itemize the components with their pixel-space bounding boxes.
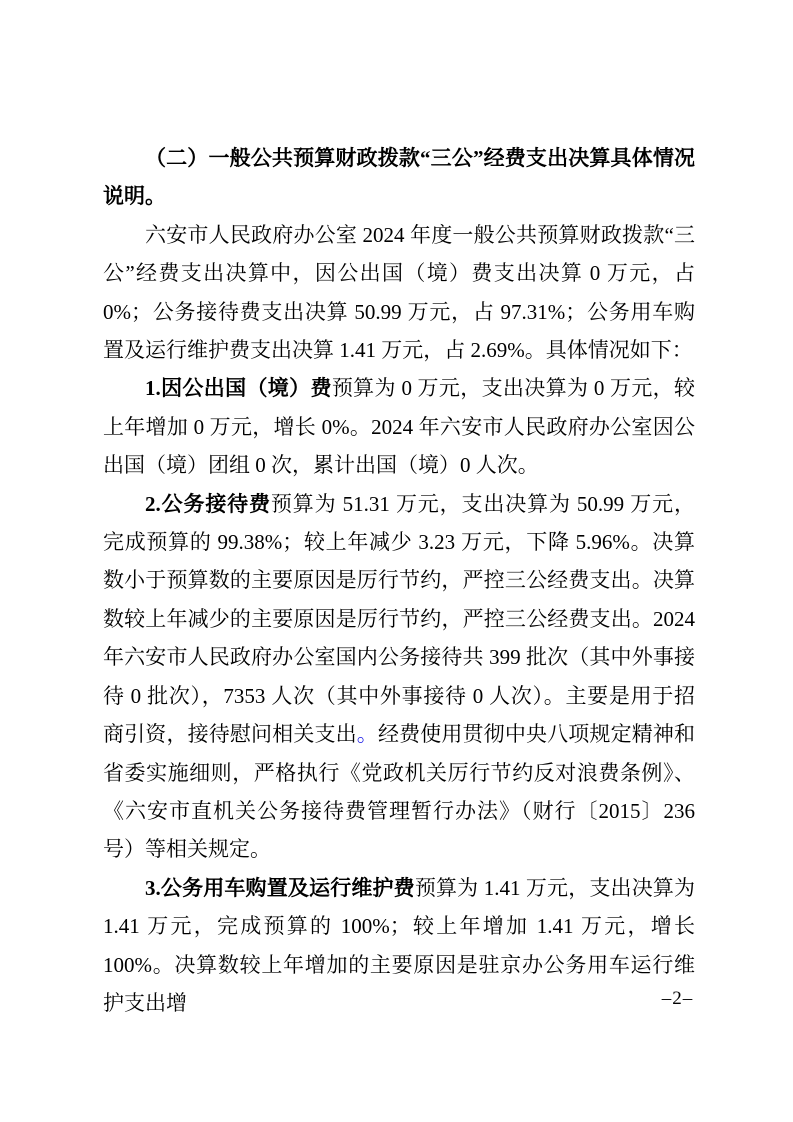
intro-paragraph: 六安市人民政府办公室 2024 年度一般公共预算财政拨款“三公”经费支出决算中，因公出国（境）费支出决算 0 万元，占 0%；公务接待费支出决算 50.99 万元，占 97.31%；公务用车购置及运行维护费支出决算 1.41 万元，占 2.69%。具体情况如下：: [103, 222, 695, 363]
item3-lead-label: 3.公务用车购置及运行维护费: [145, 875, 415, 900]
item3-body-text: 预算为 1.41 万元，支出决算为 1.41 万元，完成预算的 100%；较上年增加 1.41 万元，增长 100%。决算数较上年增加的主要原因是驻京办公务用车运行维护支出增: [103, 875, 696, 1015]
section-heading: （二）一般公共预算财政拨款“三公”经费支出决算具体情况说明。: [103, 146, 695, 209]
item3-paragraph: [103, 869, 695, 1023]
item1-body-text: 预算为 0 万元，支出决算为 0 万元，较上年增加 0 万元，增长 0%。2024 年六安市人民政府办公室因公出国（境）团组 0 次，累计出国（境）0 人次。: [103, 376, 696, 478]
item1-lead-label: 1.因公出国（境）费: [145, 376, 332, 401]
item2-blue-period-mark: 。: [356, 722, 378, 747]
item2-lead-label: 2.公务接待费: [145, 491, 271, 516]
item2-paragraph: [103, 485, 695, 869]
item2-body-text-part2: 经费使用贯彻中央八项规定精神和省委实施细则，严格执行《党政机关厉行节约反对浪费条例》、《六安市直机关公务接待费管理暂行办法》（财行〔2015〕236 号）等相关规定。: [103, 722, 696, 862]
document-body: [103, 139, 695, 1022]
item1-paragraph: [103, 369, 695, 484]
item2-body-text-part1: 预算为 51.31 万元，支出决算为 50.99 万元，完成预算的 99.38%；较上年减少 3.23 万元，下降 5.96%。决算数小于预算数的主要原因是厉行节约，严控三公经费支出。决算数较上年减少的主要原因是厉行节约，严控三公经费支出。2024 年六安市人民政府办公室国内公务接待共 399 批次（其中外事接待 0 批次），7353 人次（其中外事接待 0 人次）。主要是用于招商引资，接待慰问相关支出: [103, 491, 696, 747]
page-number: –2–: [661, 988, 694, 1009]
